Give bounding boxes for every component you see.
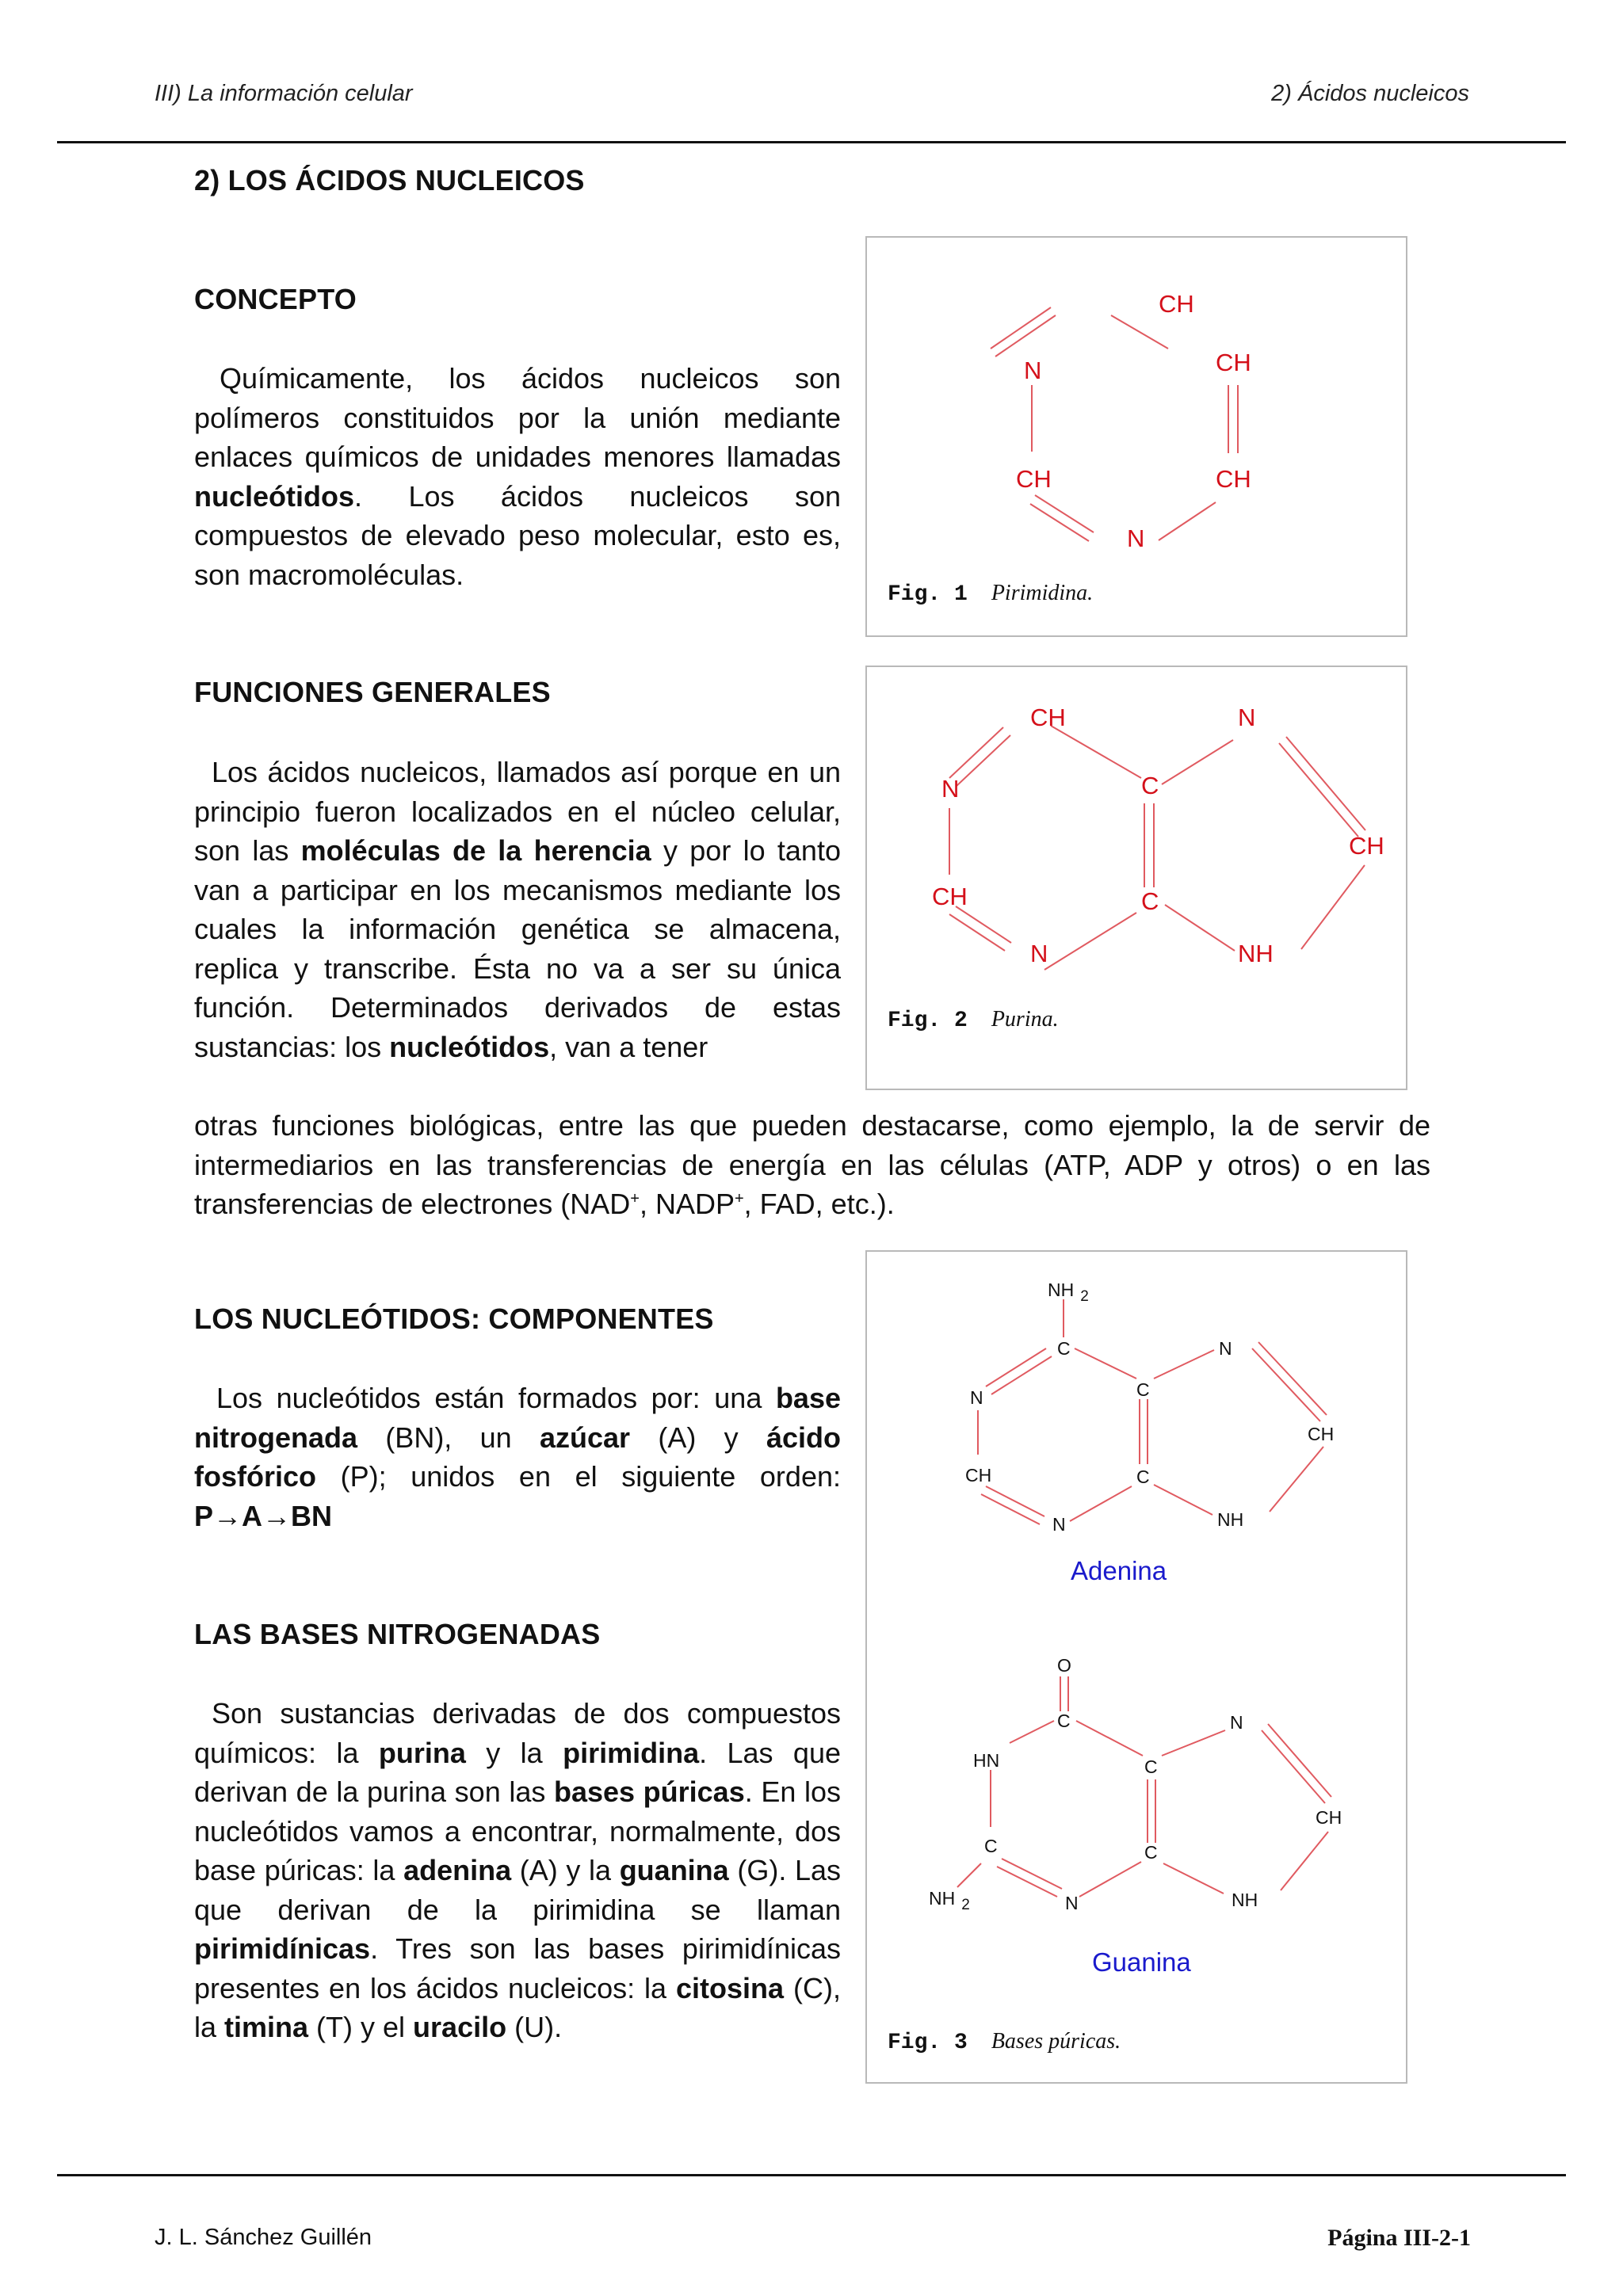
adenina-ch-right: CH [1308,1424,1335,1444]
footer-author: J. L. Sánchez Guillén [155,2225,372,2250]
guanina-c-up: C [1144,1756,1158,1777]
atom-c-down: C [1141,887,1159,915]
adenina-nh2: NH $_2$ [1048,1280,1089,1305]
guanina-n-right: N [1230,1712,1243,1733]
atom-ch-right: CH [1349,832,1384,860]
paragraph-componentes: Los nucleótidos están formados por: una base nitrogenada (BN), un azúcar (A) y ácido fosfórico (P); unidos en el siguiente orden: P→A→BN [194,1382,841,1532]
figure-1-number: Fig. 1 [888,582,968,607]
atom-ch-left-down: CH [932,883,968,910]
section-heading-concepto: CONCEPTO [194,283,357,315]
adenina-n-left: N [970,1387,983,1408]
atom-ch-left-down: CH [1016,465,1052,493]
atom-n-top-right: N [1238,704,1256,731]
adenina-c-top: C [1057,1338,1071,1359]
atom-c-up: C [1141,772,1159,799]
paragraph-funciones-cont: otras funciones biológicas, entre las que pueden destacarse, como ejemplo, la de servir de intermediarios en las transferencias de energía en las células (ATP, ADP y otros) o en las transferencias de electrones (NAD+, NADP+, FAD, etc.). [194,1109,1430,1220]
guanina-hn: HN [973,1750,1000,1771]
figure-3-caption [888,2028,1121,2055]
guanina-c-down: C [1144,1842,1158,1863]
figure-3-number: Fig. 3 [888,2031,968,2055]
header-rule [57,141,1566,143]
figure-purina [865,666,1407,1090]
atom-nh: NH [1238,940,1274,967]
footer-page-number: Página III-2-1 [1327,2225,1471,2251]
atom-ch-top: CH [1030,704,1066,731]
atom-ch-right-down: CH [1216,465,1251,493]
figure-bases-puricas [865,1250,1407,2084]
paragraph-funciones: Los ácidos nucleicos, llamados así porque en un principio fueron localizados en el núcleo celular, son las moléculas de la herencia y por lo tanto van a participar en los mecanismos mediante los cuales la información genética se almacena, replica y transcribe. Ésta no va a ser su única función. Determinados derivados de estas sustancias: los nucleótidos, van a tener [194,756,841,1063]
header-left: III) La información celular [155,81,413,106]
figure-1-caption-text: Pirimidina. [991,581,1094,605]
figure-3-caption-text: Bases púricas. [991,2029,1121,2054]
section-heading-funciones: FUNCIONES GENERALES [194,676,551,708]
adenina-n-bottom: N [1052,1514,1066,1535]
adenina-ch-left: CH [965,1465,992,1486]
figure-2-number: Fig. 2 [888,1009,968,1033]
atom-n-bottom: N [1030,940,1048,967]
adenina-n-right: N [1219,1338,1232,1359]
section-heading-bases: LAS BASES NITROGENADAS [194,1618,601,1650]
guanina-nh: NH [1232,1890,1258,1910]
adenina-c-up: C [1136,1379,1150,1400]
purina-bonds [949,726,1365,970]
header-right: 2) Ácidos nucleicos [1271,81,1469,106]
section-heading-componentes: LOS NUCLEÓTIDOS: COMPONENTES [194,1302,714,1335]
adenina-c-down: C [1136,1466,1150,1487]
guanina-ch-right: CH [1316,1807,1342,1828]
atom-n-left: N [1024,357,1042,384]
figure-1-caption [888,580,1093,607]
figure-pirimidina [865,236,1407,637]
paragraph-bases: Son sustancias derivadas de dos compuestos químicos: la purina y la pirimidina. Las que derivan de la purina son las bases púricas. En los nucleótidos vamos a encontrar, normalmente, dos base púricas: la adenina (A) y la guanina (G). Las que derivan de la pirimidina se llaman pirimidínicas. Tres son las bases pirimidínicas presentes en los ácidos nucleicos: la citosina (C), la timina (T) y el uracilo (U). [194,1697,842,2043]
adenina-label: Adenina [1071,1556,1167,1585]
bases-puricas-structures [867,1252,1406,2082]
figure-2-caption [888,1006,1059,1033]
atom-n-left: N [941,775,960,803]
guanina-c-left: C [984,1836,998,1856]
atom-ch-right-up: CH [1216,349,1251,376]
footer-rule [57,2174,1566,2176]
page-title: 2) LOS ÁCIDOS NUCLEICOS [194,164,585,196]
adenina-nh: NH [1217,1509,1244,1530]
atom-n-bottom: N [1127,524,1145,552]
pirimidina-structure [867,238,1406,635]
guanina-label: Guanina [1092,1947,1191,1977]
pirimidina-bonds [991,307,1238,541]
figure-2-caption-text: Purina. [991,1007,1059,1032]
paragraph-concepto: Químicamente, los ácidos nucleicos son polímeros constituidos por la unión mediante enlaces químicos de unidades menores llamadas nucleótidos. Los ácidos nucleicos son compuestos de elevado peso molecular, esto es, son macromoléculas. [194,362,841,591]
atom-ch-top: CH [1159,290,1194,318]
guanina-bonds [957,1676,1331,1897]
adenina-bonds [978,1299,1327,1524]
guanina-o: O [1057,1655,1071,1676]
guanina-c-top: C [1057,1711,1071,1731]
guanina-nh2: NH $_2$ [929,1888,970,1913]
guanina-n-bottom: N [1065,1893,1079,1913]
